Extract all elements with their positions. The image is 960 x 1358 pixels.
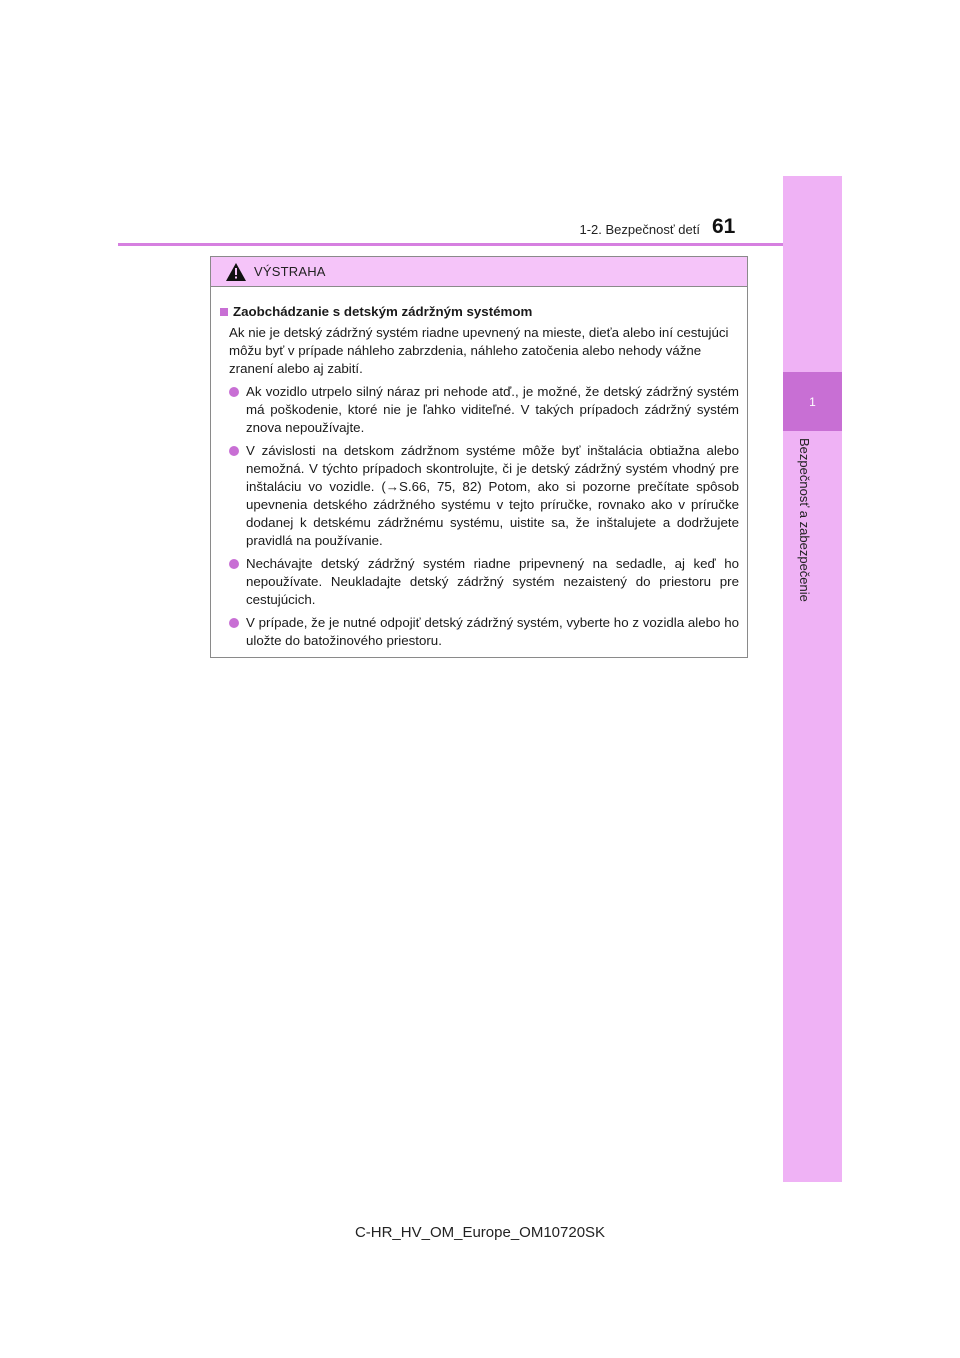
square-bullet-icon [220,308,228,316]
warning-body [211,287,747,650]
header-divider [118,243,783,246]
warning-header [211,257,747,287]
circle-bullet-icon [229,618,239,628]
section-title: 1-2. Bezpečnosť detí [579,222,700,237]
warning-section-title: Zaobchádzanie s detským zádržným systémom [233,304,533,319]
warning-section-heading [220,303,739,321]
list-item-text: Nechávajte detský zádržný systém riadne pripevnený na sedadle, aj keď ho nepoužívate. Neukladajte detský zádržný systém nezaistený do priestoru pre cestujúcich. [246,556,739,607]
warning-title: VÝSTRAHA [254,264,326,279]
list-item [220,614,739,650]
page-number: 61 [712,215,736,238]
list-item [220,442,739,550]
list-item-text: V prípade, že je nutné odpojiť detský zádržný systém, vyberte ho z vozidla alebo ho uložte do batožinového priestoru. [246,615,739,648]
list-item-text: V závislosti na detskom zádržnom systéme môže byť inštalácia obtiažna alebo nemožná. V týchto prípadoch skontrolujte, či je detský zádržný systém vhodný pre inštaláciu vo vozidle. (→S.66, 75, 82) Potom, ako si pozorne prečítate spôsob upevnenia detského zádržného systému v tejto príručke, rovnako ako v príručke dodanej k detskému zádržnému systému, uistite sa, že inštalujete a dodržujete pravidlá na používanie. [246,443,739,548]
circle-bullet-icon [229,446,239,456]
chapter-title-vertical [797,438,826,628]
chapter-title: Bezpečnosť a zabezpečenie [797,438,812,602]
warning-triangle-icon [226,263,246,281]
warning-intro: Ak nie je detský zádržný systém riadne upevnený na mieste, dieťa alebo iní cestujúci môžu byť v prípade náhleho zabrzdenia, náhleho zatočenia alebo nehody vážne zranení alebo aj zabití. [229,325,729,376]
list-item-text: Ak vozidlo utrpelo silný náraz pri nehode atď., je možné, že detský zádržný systém má poškodenie, ktoré nie je ľahko viditeľné. V takých prípadoch zádržný systém znova nepoužívajte. [246,384,739,435]
circle-bullet-icon [229,387,239,397]
chapter-number: 1 [809,394,816,409]
list-item [220,555,739,609]
document-code: C-HR_HV_OM_Europe_OM10720SK [354,1224,606,1241]
list-item [220,383,739,437]
circle-bullet-icon [229,559,239,569]
chapter-number-tab [783,372,842,431]
chapter-side-tab [783,176,842,1182]
warning-box [210,256,748,658]
